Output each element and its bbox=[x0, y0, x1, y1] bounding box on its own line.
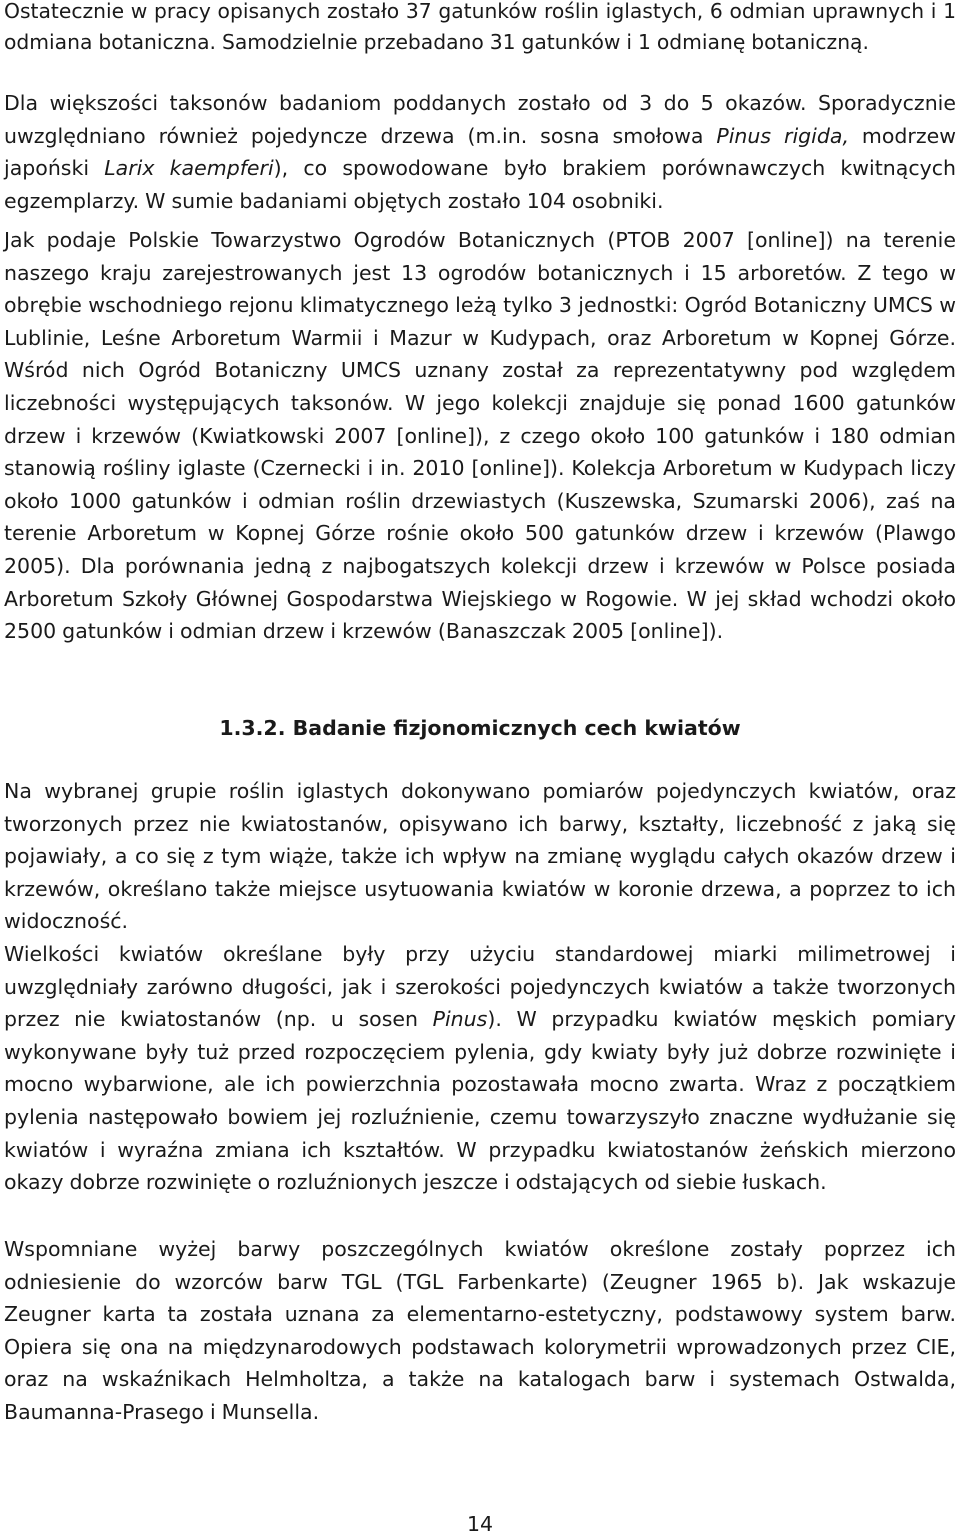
paragraph-species-summary: Ostatecznie w pracy opisanych zostało 37 gatunków roślin iglastych, 6 odmian uprawnych i 1 odmiana botaniczna. Samodzielnie przebadano 31 gatunków i 1 odmianę botaniczną. bbox=[4, 0, 956, 55]
page-number: 14 bbox=[466, 1512, 494, 1536]
paragraph-specimens-text-c: ), co spowodowane było brakiem porównawczych kwitnących egzemplarzy. W sumie badaniami objętych zostało 104 osobniki. bbox=[4, 156, 956, 213]
paragraph-flower-size-text-b: ). W przypadku kwiatów męskich pomiary wykonywane były tuż przed rozpoczęciem pylenia, gdy kwiaty były już dobrze rozwinięte i mocno wybarwione, ale ich powierzchnia pozostawała mocno zwarta. Wraz z początkiem pylenia następowało bowiem jej rozluźnienie, czemu towarzyszyło znaczne wydłużanie się kwiatów i wyraźna zmiana ich kształtów. W przypadku kwiatostanów żeńskich mierzono okazy dobrze rozwinięte o rozluźnionych jeszcze i odstających od siebie łuskach. bbox=[4, 1007, 956, 1195]
paragraph-specimens-text-a: Dla większości taksonów badaniom poddanych zostało od 3 do 5 okazów. Sporadycznie uwzględniano również pojedyncze drzewa (m.in. sosna smołowa bbox=[4, 91, 956, 148]
section-heading: 1.3.2. Badanie fizjonomicznych cech kwiatów bbox=[219, 716, 741, 740]
paragraph-specimens-text-b: modrzew japoński bbox=[4, 123, 956, 181]
species-name-larix-kaempferi: Larix kaempferi bbox=[104, 156, 274, 181]
paragraph-measurements: Na wybranej grupie roślin iglastych dokonywano pomiarów pojedynczych kwiatów, oraz tworzonych przez nie kwiatostanów, opisywano ich barwy, kształty, liczebność z jaką się pojawiały, a co się z tym wiąże, także ich wpływ na zmianę wyglądu całych okazów drzew i krzewów, określano także miejsce usytuowania kwiatów w koronie drzewa, a poprzez to ich widoczność. bbox=[4, 779, 956, 934]
paragraph-flower-size-text-a: Wielkości kwiatów określane były przy użyciu standardowej miarki milimetrowej i uwzględniały zarówno długości, jak i szerokości pojedynczych kwiatów a także tworzonych przez nie kwiatostanów (np. u sosen bbox=[4, 942, 956, 1032]
species-name-pinus-rigida: Pinus rigida, bbox=[716, 123, 849, 148]
paragraph-flower-size bbox=[4, 938, 956, 1199]
paragraph-botanical-gardens: Jak podaje Polskie Towarzystwo Ogrodów Botanicznych (PTOB 2007 [online]) na terenie naszego kraju zarejestrowanych jest 13 ogrodów botanicznych i 15 arboretów. Z tego w obrębie wschodniego rejonu klimatycznego leżą tylko 3 jednostki: Ogród Botaniczny UMCS w Lublinie, Leśne Arboretum Warmii i Mazur w Kudypach, oraz Arboretum w Kopnej Górze. Wśród nich Ogród Botaniczny UMCS uznany został za reprezentatywny pod względem liczebności występujących taksonów. W jego kolekcji znajduje się ponad 1600 gatunków drzew i krzewów (Kwiatkowski 2007 [online]), z czego około 100 gatunków i 180 odmian stanowią rośliny iglaste (Czernecki i in. 2010 [online]). Kolekcja Arboretum w Kudypach liczy około 1000 gatunków i odmian roślin drzewiastych (Kuszewska, Szumarski 2006), zaś na terenie Arboretum w Kopnej Górze rośnie około 500 gatunków drzew i krzewów (Plawgo 2005). Dla porównania jedną z najbogatszych kolekcji drzew i krzewów w Polsce posiada Arboretum Szkoły Głównej Gospodarstwa Wiejskiego w Rogowie. W jej skład wchodzi około 2500 gatunków i odmian drzew i krzewów (Banaszczak 2005 [online]). bbox=[4, 228, 956, 644]
paragraph-specimens bbox=[4, 87, 956, 217]
paragraph-color-standards: Wspomniane wyżej barwy poszczególnych kwiatów określone zostały poprzez ich odniesienie do wzorców barw TGL (TGL Farbenkarte) (Zeugner 1965 b). Jak wskazuje Zeugner karta ta została uznana za elementarno-estetyczny, podstawowy system barw. Opiera się ona na międzynarodowych podstawach kolorymetrii wprowadzonych przez CIE, oraz na wskaźnikach Helmholtza, a także na katalogach barw i systemach Ostwalda, Baumanna-Prasego i Munsella. bbox=[4, 1237, 956, 1424]
genus-name-pinus: Pinus bbox=[432, 1007, 488, 1032]
